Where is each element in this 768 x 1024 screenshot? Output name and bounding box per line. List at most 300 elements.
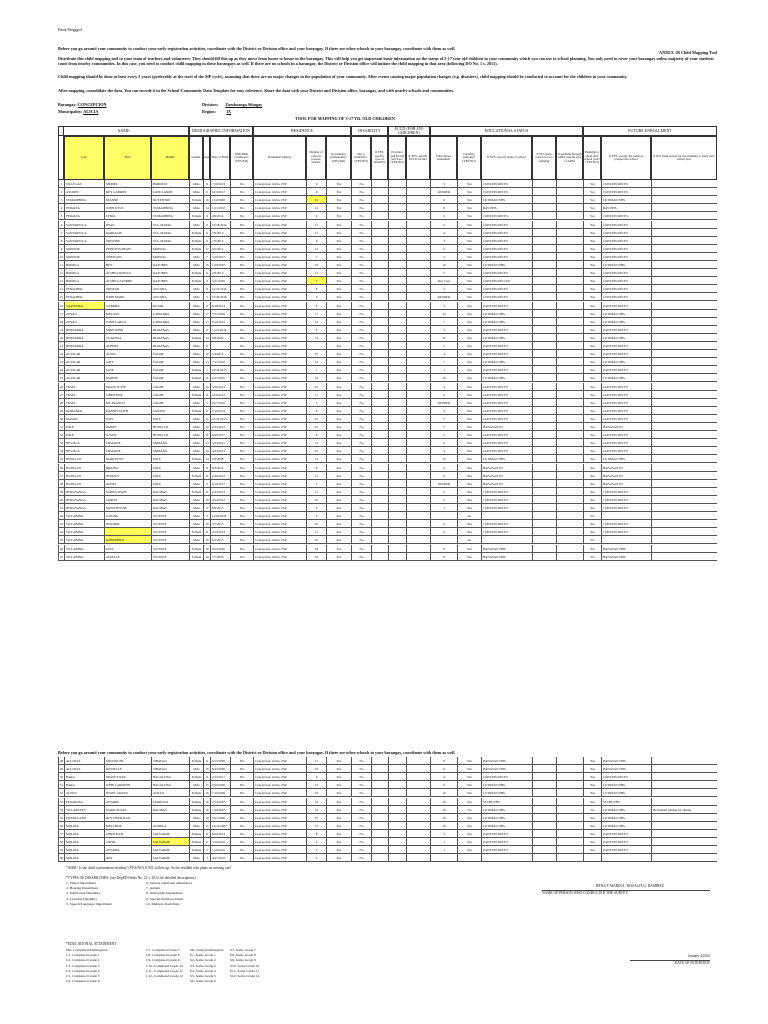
cell-years: 12: [306, 245, 326, 252]
cell-adm: [556, 277, 583, 284]
cell-eccd: [388, 838, 406, 845]
cell-dob: 8/18/2013: [210, 302, 230, 309]
cell-distype: [371, 520, 388, 527]
cell-cert: Yes: [230, 520, 253, 527]
cell-years: 14: [306, 204, 326, 211]
cell-cert: Yes: [230, 310, 253, 317]
cell-att: 10: [430, 261, 457, 268]
cell-att: 2: [430, 431, 457, 438]
cell-plan: Yes: [583, 545, 601, 552]
cell-distype: [371, 391, 388, 398]
cell-last: VILLABINO: [64, 545, 104, 552]
cell-dob: 10/26/2018: [210, 293, 230, 300]
cell-nreason: [651, 781, 717, 788]
attainment-item: C8- Completed Grade 8: [146, 953, 180, 958]
cell-nreason: [651, 553, 717, 560]
cell-years: 3: [306, 512, 326, 519]
cell-perm: Yes: [326, 455, 351, 462]
cell-dis: No: [351, 781, 371, 788]
cell-eccd: [388, 455, 406, 462]
cell-num: 38: [59, 481, 64, 486]
cell-gender: Female: [189, 334, 203, 341]
cell-adm: [556, 269, 583, 276]
cell-age: 16: [203, 798, 210, 805]
cell-perm: Yes: [326, 806, 351, 813]
cell-stud: no: [457, 536, 481, 543]
cell-gender: Male: [189, 261, 203, 268]
cell-stud: Yes: [457, 237, 481, 244]
cell-distype: [371, 196, 388, 203]
cell-perm: Yes: [326, 854, 351, 861]
cell-adm: [556, 846, 583, 853]
cell-adm: [556, 512, 583, 519]
cell-eccdf: [406, 528, 430, 535]
cell-pschool: LUTIMAN NHS: [601, 455, 651, 462]
cell-perm: Yes: [326, 350, 351, 357]
cell-nreason: [651, 407, 717, 414]
cell-eccdf: [406, 765, 430, 772]
cell-gender: Female: [189, 212, 203, 219]
cell-att: 2: [430, 253, 457, 260]
cell-dob: 2/20/2012: [210, 472, 230, 479]
table-row: [58, 536, 717, 544]
cell-att: 6: [430, 391, 457, 398]
cell-distype: [371, 545, 388, 552]
cell-middle: BUMANAS: [151, 342, 189, 349]
cell-age: 10: [203, 520, 210, 527]
cell-school: LUTIMAN NHS: [481, 334, 532, 341]
cell-att: 4: [430, 520, 457, 527]
cell-eccd: [388, 789, 406, 796]
cell-school: CONCEPCION ES: [481, 350, 532, 357]
cell-stud: Yes: [457, 407, 481, 414]
cell-perm: Yes: [326, 358, 351, 365]
cell-cert: Yes: [230, 528, 253, 535]
cell-gender: Male: [189, 221, 203, 228]
cell-num: 44: [59, 530, 64, 535]
table-row: [58, 334, 717, 342]
cell-pschool: [601, 512, 651, 519]
cell-school: LUTIMAN NHS: [481, 455, 532, 462]
cell-addr: Concepcion, Alicia, ZSP: [253, 545, 306, 552]
cell-years: 17: [306, 310, 326, 317]
cell-plan: Yes: [583, 326, 601, 333]
cell-gender: Male: [189, 293, 203, 300]
cell-dob: 5/3/2012: [210, 350, 230, 357]
cell-nreason: He himself turning for sibling: [651, 806, 717, 813]
cell-att: 10: [430, 798, 457, 805]
cell-gender: Male: [189, 188, 203, 195]
attainment-item: S10- Some Grade 10: [230, 963, 260, 968]
cell-eccd: [388, 472, 406, 479]
cell-perm: Yes: [326, 431, 351, 438]
cell-reason: [532, 415, 556, 422]
cell-gender: Female: [189, 838, 203, 845]
cell-eccdf: [406, 455, 430, 462]
cell-dob: 1/21/2010: [210, 204, 230, 211]
cell-dis: No: [351, 269, 371, 276]
cell-reason: [532, 765, 556, 772]
cell-addr: Concepcion, Alicia, ZSP: [253, 253, 306, 260]
cell-middle: BAGALTISA: [151, 773, 189, 780]
cell-dob: 2/13/2007: [210, 798, 230, 805]
cell-first: DIANNE: [104, 196, 151, 203]
table-row: [58, 814, 717, 822]
cell-adm: [556, 447, 583, 454]
cell-distype: [371, 366, 388, 373]
cell-last: NEVILLA: [64, 439, 104, 446]
cell-school: CONCEPCION ES: [481, 431, 532, 438]
cell-eccd: [388, 391, 406, 398]
cell-distype: [371, 269, 388, 276]
cell-middle: POLE: [151, 480, 189, 487]
cell-gender: Female: [189, 455, 203, 462]
cell-gender: Female: [189, 806, 203, 813]
cell-dob: 4/22/2006: [210, 545, 230, 552]
cell-plan: Yes: [583, 431, 601, 438]
attainment-item: C10- Completed Grade 10: [146, 963, 184, 968]
cell-age: 10: [203, 814, 210, 821]
cell-pschool: CONCEPCION ES: [601, 180, 651, 187]
disability-list-left: [66, 881, 112, 907]
cell-middle: MONSAC: [151, 245, 189, 252]
cell-nreason: [651, 757, 717, 764]
cell-gender: Female: [189, 407, 203, 414]
cell-age: 5: [203, 399, 210, 406]
cell-pschool: LUTIMAN NHS: [601, 374, 651, 381]
cell-eccdf: [406, 781, 430, 788]
cell-school: CONCEPCION ES: [481, 188, 532, 195]
cell-att: 4: [430, 464, 457, 471]
cell-years: 10: [306, 536, 326, 543]
cell-reason: [532, 472, 556, 479]
cell-eccdf: [406, 423, 430, 430]
cell-age: 5: [203, 293, 210, 300]
cell-adm: [556, 455, 583, 462]
cell-plan: Yes: [583, 350, 601, 357]
cell-adm: [556, 383, 583, 390]
cell-years: 9: [306, 212, 326, 219]
cell-school: LUTIMAN NHS: [481, 822, 532, 829]
cell-last: BOTILLOS: [64, 480, 104, 487]
cell-first: RYAN: [104, 221, 151, 228]
cell-last: PERALTA: [64, 212, 104, 219]
cell-school: CONCEPCION ES: [481, 488, 532, 495]
cell-age: 14: [203, 204, 210, 211]
table-row: [58, 342, 717, 350]
cell-school: CONCEPCION ES: [481, 504, 532, 511]
cell-perm: Yes: [326, 180, 351, 187]
cell-last: BUROSANGA: [64, 496, 104, 503]
cell-num: 54: [59, 807, 64, 812]
cell-dob: 6/16/2017: [210, 480, 230, 487]
cell-eccd: [388, 480, 406, 487]
cell-reason: [532, 806, 556, 813]
cell-first: ERMAINE: [104, 439, 151, 446]
cell-eccd: [388, 520, 406, 527]
cell-adm: [556, 545, 583, 552]
cell-last: BOTILLOS: [64, 455, 104, 462]
cell-school: LUTIMAN NHS: [481, 374, 532, 381]
cell-adm: [556, 439, 583, 446]
table-row: [58, 447, 717, 455]
cell-perm: Yes: [326, 407, 351, 414]
cell-perm: Yes: [326, 196, 351, 203]
cell-years: 13: [306, 439, 326, 446]
cell-first: CLARISSA: [104, 334, 151, 341]
cell-perm: Yes: [326, 520, 351, 527]
cell-reason: [532, 854, 556, 861]
cell-distype: [371, 488, 388, 495]
cell-plan: Yes: [583, 789, 601, 796]
cell-age: 16: [203, 553, 210, 560]
cell-num: 14: [59, 287, 64, 292]
cell-dob: 4/6/2014: [210, 212, 230, 219]
cell-eccd: [388, 496, 406, 503]
cell-distype: [371, 838, 388, 845]
cell-distype: [371, 822, 388, 829]
cell-cert: Yes: [230, 196, 253, 203]
cell-perm: Yes: [326, 545, 351, 552]
cell-pschool: CONCEPCION ES: [601, 415, 651, 422]
cell-num: 18: [59, 319, 64, 324]
cell-age: 6: [203, 504, 210, 511]
cell-stud: Yes: [457, 350, 481, 357]
cell-first: ROBERBITO: [104, 536, 151, 543]
cell-dis: No: [351, 229, 371, 236]
cell-nreason: [651, 212, 717, 219]
cell-eccdf: [406, 798, 430, 805]
cell-cert: Yes: [230, 318, 253, 325]
cell-nreason: [651, 455, 717, 462]
cell-years: 14: [306, 334, 326, 341]
cell-middle: VICENTE: [151, 536, 189, 543]
cell-reason: [532, 423, 556, 430]
cell-school: [481, 536, 532, 543]
cell-middle: SIBATIAS: [151, 765, 189, 772]
cell-stud: Yes: [457, 765, 481, 772]
cell-perm: Yes: [326, 399, 351, 406]
cell-addr: Concepcion, Alicia, ZSP: [253, 334, 306, 341]
cell-num: 1: [58, 180, 64, 187]
cell-school: CONCEPCION ES: [481, 399, 532, 406]
cell-dob: [210, 342, 230, 349]
cell-addr: Concepcion, Alicia, ZSP: [253, 221, 306, 228]
cell-middle: RACIBAS: [151, 504, 189, 511]
cell-nreason: [651, 302, 717, 309]
cell-last: VILLABINO: [64, 528, 104, 535]
attainment-item: S12- Some Grade 12: [230, 974, 260, 979]
cell-school: STI,BS NHS: [481, 798, 532, 805]
cell-distype: [371, 229, 388, 236]
cell-cert: Yes: [230, 553, 253, 560]
cell-dis: No: [351, 806, 371, 813]
cell-adm: [556, 472, 583, 479]
cell-plan: No: [583, 512, 601, 519]
cell-cert: Yes: [230, 293, 253, 300]
disability-title: *TYPES OF DISABILITIES: (see DepED Order No. 21 s. 2014 for detailed descriptions): [66, 876, 196, 880]
group-header-2: RESIDENCE: [253, 126, 351, 136]
cell-nreason: [651, 261, 717, 268]
cell-cert: Yes: [230, 253, 253, 260]
cell-plan: Yes: [583, 318, 601, 325]
cell-gender: Female: [189, 374, 203, 381]
cell-years: 11: [306, 221, 326, 228]
cell-addr: Concepcion, Alicia, ZSP: [253, 765, 306, 772]
cell-cert: Yes: [230, 488, 253, 495]
cell-eccdf: [406, 757, 430, 764]
table-row: [58, 798, 717, 806]
cell-cert: Yes: [230, 415, 253, 422]
cell-reason: [532, 221, 556, 228]
cell-dis: No: [351, 536, 371, 543]
cell-middle: RUTAR: [151, 302, 189, 309]
cell-adm: [556, 229, 583, 236]
cell-last: ROMANEO: [64, 407, 104, 414]
cell-pschool: LUTIMAN NHS: [601, 789, 651, 796]
cell-att: 5: [430, 496, 457, 503]
cell-middle: ATILLO: [151, 789, 189, 796]
cell-age: 5: [203, 480, 210, 487]
cell-cert: Yes: [230, 830, 253, 837]
cell-stud: Yes: [457, 528, 481, 535]
col-header-eccd: Provided with ECCD Services? (YES/NO): [388, 136, 406, 180]
cell-distype: [371, 439, 388, 446]
cell-first: ERMAINE: [104, 447, 151, 454]
cell-addr: Concepcion, Alicia, ZSP: [253, 757, 306, 764]
cell-dis: No: [351, 237, 371, 244]
cell-att: 3: [430, 302, 457, 309]
cell-first: MELANY: [104, 310, 151, 317]
cell-gender: Male: [189, 302, 203, 309]
cell-eccd: [388, 431, 406, 438]
cell-first: JOHN MARK: [104, 293, 151, 300]
cell-stud: Yes: [457, 253, 481, 260]
cell-addr: Concepcion, Alicia, ZSP: [253, 310, 306, 317]
cell-perm: Yes: [326, 221, 351, 228]
cell-gender: Male: [189, 310, 203, 317]
cell-distype: [371, 447, 388, 454]
cell-adm: [556, 504, 583, 511]
cell-years: 8: [306, 407, 326, 414]
table-row: [58, 822, 717, 830]
cell-reason: [532, 822, 556, 829]
cell-reason: [532, 302, 556, 309]
cell-nreason: [651, 310, 717, 317]
cell-adm: [556, 261, 583, 268]
cell-plan: Yes: [583, 374, 601, 381]
cell-first: JOEY: [104, 358, 151, 365]
cell-reason: [532, 318, 556, 325]
cell-first: VHEZGON: [104, 253, 151, 260]
cell-distype: [371, 374, 388, 381]
cell-years: 16: [306, 765, 326, 772]
cell-eccdf: [406, 520, 430, 527]
cell-middle: SALVADOR: [151, 854, 189, 861]
cell-eccd: [388, 765, 406, 772]
cell-eccdf: [406, 789, 430, 796]
cell-num: 4: [58, 204, 64, 211]
cell-perm: Yes: [326, 229, 351, 236]
cell-cert: Yes: [230, 536, 253, 543]
attainment-item: C4- Completed Grade 4: [66, 968, 100, 973]
cell-stud: Yes: [457, 789, 481, 796]
cell-stud: Yes: [457, 399, 481, 406]
cell-pschool: CONCEPCION ES: [601, 496, 651, 503]
cell-middle: TUMAMBING: [151, 204, 189, 211]
cell-last: SANTARELLA: [64, 237, 104, 244]
cell-gender: Female: [189, 757, 203, 764]
cell-gender: Female: [189, 366, 203, 373]
cell-adm: [556, 285, 583, 292]
cell-dis: No: [351, 773, 371, 780]
cell-school: CONCEPCION CDC: [481, 277, 532, 284]
cell-cert: Yes: [230, 504, 253, 511]
cell-school: CONCEPCION ES: [481, 180, 532, 187]
cell-stud: Yes: [457, 822, 481, 829]
cell-middle: CABILDRA: [151, 318, 189, 325]
cell-middle: SANTOS: [151, 407, 189, 414]
cell-age: 11: [203, 221, 210, 228]
cell-middle: SALVADOR: [151, 838, 189, 845]
cell-nreason: [651, 342, 717, 349]
cell-years: 10: [306, 423, 326, 430]
cell-last: BUROSANGA: [64, 504, 104, 511]
cell-perm: Yes: [326, 285, 351, 292]
cell-dis: No: [351, 757, 371, 764]
cell-eccd: [388, 439, 406, 446]
cell-last: MONSOR: [64, 245, 104, 252]
cell-last: BOTILLOS: [64, 472, 104, 479]
cell-middle: BAGALTISA: [151, 781, 189, 788]
cell-last: TIZAS: [64, 383, 104, 390]
cell-dis: No: [351, 196, 371, 203]
cell-nreason: [651, 488, 717, 495]
cell-dob: 2/15/2011: [210, 773, 230, 780]
cell-att: 4: [430, 350, 457, 357]
cell-distype: [371, 464, 388, 471]
table-row: [58, 806, 717, 814]
cell-perm: Yes: [326, 415, 351, 422]
cell-last: NEVILLA: [64, 447, 104, 454]
cell-perm: Yes: [326, 391, 351, 398]
cell-att: [430, 854, 457, 861]
cell-reason: [532, 358, 556, 365]
attainment-col-2: [146, 948, 183, 979]
cell-num: 42: [59, 514, 64, 519]
cell-stud: Yes: [457, 798, 481, 805]
cell-perm: Yes: [326, 814, 351, 821]
cell-age: 9: [203, 326, 210, 333]
cell-eccdf: [406, 822, 430, 829]
cell-gender: Male: [189, 504, 203, 511]
cell-pschool: CONCEPCION ES: [601, 488, 651, 495]
cell-plan: Yes: [583, 188, 601, 195]
cell-num: 36: [59, 465, 64, 470]
cell-adm: [556, 553, 583, 560]
table-row: [58, 830, 717, 838]
cell-perm: Yes: [326, 757, 351, 764]
table-row: [58, 180, 717, 188]
cell-att: 4: [430, 773, 457, 780]
cell-eccdf: [406, 285, 430, 292]
cell-pschool: BANASAN ES: [601, 480, 651, 487]
cell-addr: Concepcion, Alicia, ZSP: [253, 480, 306, 487]
cell-reason: [532, 350, 556, 357]
cell-plan: Yes: [583, 253, 601, 260]
cell-dis: No: [351, 399, 371, 406]
cell-school: CONCEPCION ES: [481, 221, 532, 228]
